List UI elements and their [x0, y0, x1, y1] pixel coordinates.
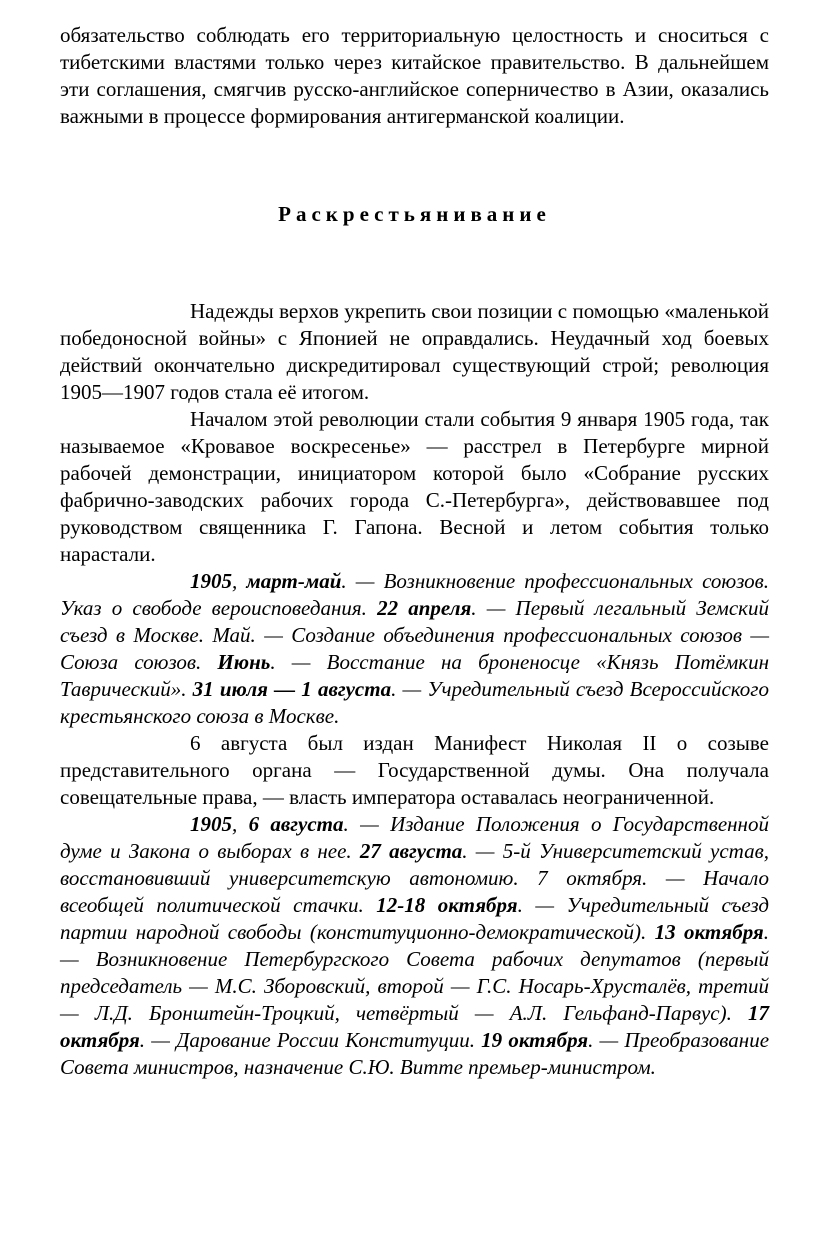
chronology-2-text-4: . — Учредительный съезд партии народной свободы (конституционно-демократической).	[60, 893, 770, 944]
chronology-1-bold-4: Июнь	[217, 650, 271, 674]
chronology-1-bold-1: 1905	[190, 569, 232, 593]
chronology-2-text-1: ,	[232, 812, 249, 836]
chronology-2-text-6: . — Дарование России Конституции.	[139, 1028, 482, 1052]
chronology-1-bold-2: март-май	[246, 569, 342, 593]
chronology-1	[60, 568, 769, 730]
chronology-1-text-2: . — Возникновение профессиональных союзов. Указ о свободе вероисповедания.	[60, 569, 770, 620]
section-heading: Раскрестьянивание	[278, 202, 551, 226]
chronology-2-bold-4: 12-18 октября	[376, 893, 518, 917]
chronology-2-text-2: . — Издание Положения о Государственной думе и Закона о выборах в нее.	[60, 812, 769, 863]
chronology-2-bold-1: 1905	[190, 812, 232, 836]
chronology-2-bold-2: 6 августа	[248, 812, 344, 836]
chronology-2-bold-3: 27 августа	[359, 839, 463, 863]
chronology-1-bold-3: 22 апреля	[377, 596, 472, 620]
top-paragraph: обязательство соблюдать его территориальную целостность и сноситься с тибетскими властями только через китайское правительство. В дальнейшем эти соглашения, смягчив русско-английское соперничество в Азии, оказались важными в процессе формирования антигерманской коалиции.	[60, 23, 769, 128]
chronology-1-text-4: . — Восстание на броненосце «Князь Потёмкин Таврический».	[60, 650, 769, 701]
chronology-1-text-3: . — Первый легальный Земский съезд в Москве. Май. — Создание объединения профессиональных союзов — Союза союзов.	[60, 596, 769, 674]
paragraph-2: Началом этой революции стали события 9 января 1905 года, так называемое «Кровавое воскресенье» — расстрел в Петербурге мирной рабочей демонстрации, инициатором которой было «Собрание русских фабрично-заводских рабочих города С.-Петербурга», действовавшее под руководством священника Г. Гапона. Весной и летом события только нарастали.	[60, 407, 769, 566]
chronology-2-bold-7: 19 октября	[481, 1028, 589, 1052]
chronology-1-text-5: . — Учредительный съезд Всероссийского крестьянского союза в Москве.	[60, 677, 769, 728]
chronology-2-bold-6: 17 октября	[60, 1001, 769, 1052]
chronology-2-bold-5: 13 октября	[654, 920, 764, 944]
chronology-2-text-3: . — 5-й Университетский устав, восстановивший университетскую автономию. 7 октября. — Начало всеобщей политической стачки.	[60, 839, 769, 917]
chronology-2-text-7: . — Преобразование Совета министров, назначение С.Ю. Витте премьер-министром.	[60, 1028, 770, 1079]
chronology-2-text-5: . — Возникновение Петербургского Совета рабочих депутатов (первый председатель — М.С. Зборовский, второй — Г.С. Носарь-Хрусталёв, третий — Л.Д. Бронштейн-Троцкий, четвёртый — А.Л. Гельфанд-Парвус).	[60, 920, 769, 1025]
paragraph-1: Надежды верхов укрепить свои позиции с помощью «маленькой победоносной войны» с Японией не оправдались. Неудачный ход боевых действий окончательно дискредитировал существующий строй; революция 1905—1907 годов стала её итогом.	[60, 299, 769, 404]
chronology-2	[60, 811, 769, 1081]
paragraph-3: 6 августа был издан Манифест Николая II о созыве представительного органа — Государственной думы. Она получала совещательные права, — власть императора оставалась неограниченной.	[60, 731, 769, 809]
chronology-1-bold-5: 31 июля — 1 августа	[192, 677, 392, 701]
chronology-1-text-1: ,	[232, 569, 247, 593]
